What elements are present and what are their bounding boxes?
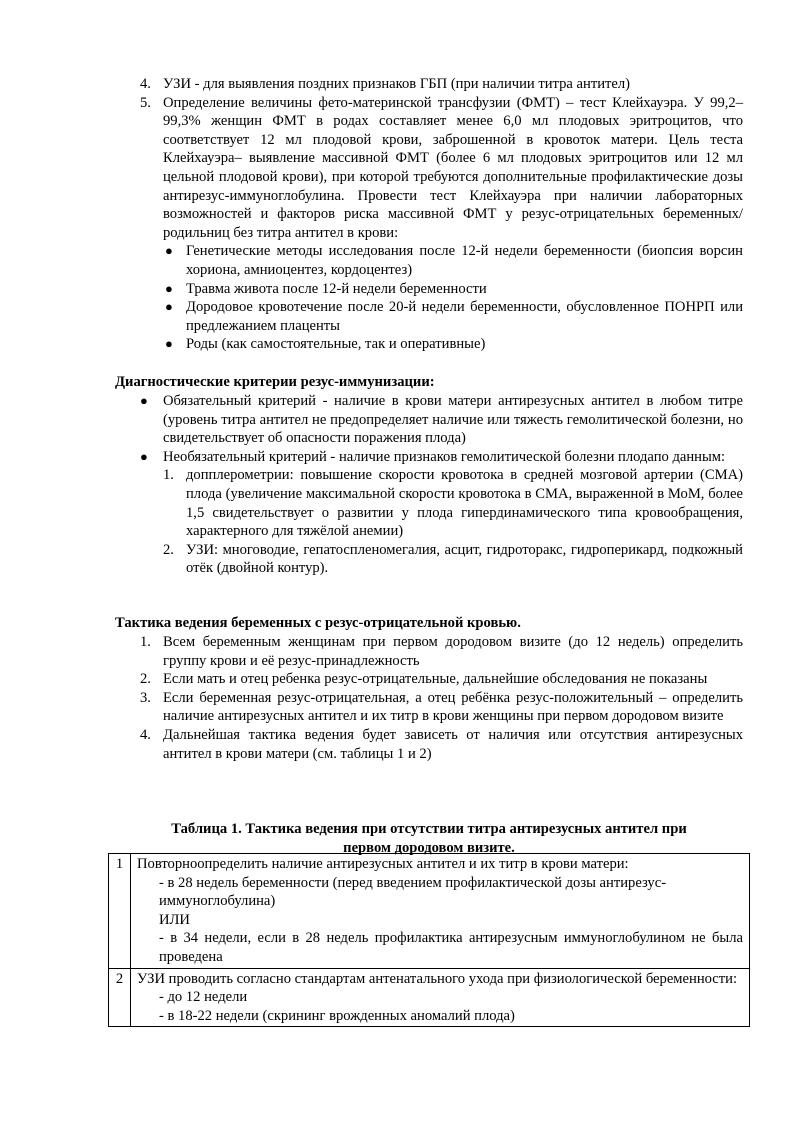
bullet-icon: ● [165,299,173,315]
criteria-list [138,392,743,578]
bullet-item [163,298,743,335]
criteria-sub-list [163,466,743,578]
list-item [140,726,743,763]
ordered-list-continued [140,75,743,354]
row-text: УЗИ проводить согласно стандартам антенатального ухода при физиологической беременности: [137,970,738,987]
list-item [140,94,743,354]
list-item-text: Всем беременным женщинам при первом дородовом визите (до 12 недель) определить группу крови и её резус-принадлежность [163,634,743,669]
list-item [163,466,743,540]
table-caption [108,820,750,857]
bullet-icon: ● [165,243,173,259]
bullet-text: Обязательный критерий - наличие в крови матери антирезусных антител в любом титре (уровень титра антител не предопределяет наличие или тяжесть гемолитической болезни, но свидетельствует об опасности поражения плода) [163,393,743,447]
section-heading-diagnostic-criteria: Диагностические критерии резус-иммунизации: [115,374,435,390]
management-table [108,853,750,1027]
list-item-text: Если мать и отец ребенка резус-отрицательные, дальнейшие обследования не показаны [163,671,708,688]
bullet-item-optional [138,448,743,467]
list-number: 4. [140,76,151,92]
table-caption-line: первом дородовом визите. [343,839,515,856]
row-content [131,968,750,1027]
list-item-text: Определение величины фето-материнской трансфузии (ФМТ) – тест Клейхауэра. У 99,2–99,3% женщин ФМТ в родах составляет менее 6,0 мл плодовых эритроцитов, что соответствует 12 мл плодовой крови, заброшенной в кровоток матери. Цель теста Клейхауэра– выявление массивной ФМТ (более 6 мл плодовых эритроцитов или 12 мл цельной плодовой крови), при которой требуются дополнительные профилактические дозы антирезус-иммуноглобулина. Провести тест Клейхауэра при наличии лабораторных возможностей и факторов риска массивной ФМТ у резус-отрицательных беременных/родильниц без титра антител в крови: [163,94,743,241]
list-number: 1. [163,467,174,484]
table-row [109,968,750,1027]
bullet-text: Генетические методы исследования после 12-й недели беременности (биопсия ворсин хориона, амниоцентез, кордоцентез) [186,243,743,278]
row-number: 2 [109,968,131,1027]
row-number: 1 [109,854,131,969]
list-item-text: Дальнейшая тактика ведения будет зависеть от наличия или отсутствия антирезусных антител в крови матери (см. таблицы 1 и 2) [163,726,743,762]
row-content [131,854,750,969]
bullet-text: Необязательный критерий - наличие признаков гемолитической болезни плодапо данным: [163,448,726,465]
row-item: - в 28 недель беременности (перед введением профилактической дозы антирезус-иммуноглобулина) [159,874,667,910]
bullet-text: Дородовое кровотечение после 20-й недели беременности, обусловленное ПОНРП или предлежанием плаценты [186,299,743,334]
list-number: 2. [140,671,151,688]
list-number: 5. [140,94,151,111]
bullet-text: Травма живота после 12-й недели беременности [186,280,487,297]
section-heading-tactics: Тактика ведения беременных с резус-отрицательной кровью. [115,615,521,631]
list-item-text: УЗИ: многоводие, гепатоспленомегалия, асцит, гидроторакс, гидроперикард, подкожный отёк (двойной контур). [186,541,743,577]
list-number: 3. [140,689,151,706]
row-item: - в 34 недели, если в 28 недель профилактика антирезусным иммуноглобулином не была проведена [159,930,743,965]
list-item [140,75,743,94]
bullet-item-mandatory [138,392,743,448]
list-item-text: Если беременная резус-отрицательная, а отец ребёнка резус-положительный – определить наличие антирезусных антител и их титр в крови женщины при первом дородовом визите [163,689,743,725]
list-item [163,541,743,578]
list-item [140,689,743,726]
bullet-icon: ● [140,448,148,464]
bullet-item [163,335,743,354]
list-item-text: допплерометрии: повышение скорости кровотока в средней мозговой артерии (СМА) плода (увеличение максимальной скорости кровотока в СМА, выраженной в МоМ, более 1,5 свидетельствует о развитии у плода гипердинамического типа кровообращения, характерного для тяжёлой анемии) [186,467,743,540]
table-row [109,854,750,969]
row-item: - до 12 недели [159,989,248,1006]
bullet-icon: ● [165,280,173,296]
list-item-text: УЗИ - для выявления поздних признаков ГБП (при наличии титра антител) [163,76,630,92]
table-caption-line: Таблица 1. Тактика ведения при отсутствии титра антирезусных антител при [171,821,687,837]
bullet-text: Роды (как самостоятельные, так и оперативные) [186,336,486,353]
list-number: 4. [140,726,151,743]
list-item [140,670,743,689]
row-item: ИЛИ [159,911,190,928]
bullet-item [163,280,743,299]
row-text: Повторноопределить наличие антирезусных антител и их титр в крови матери: [137,856,629,872]
tactics-list [140,633,743,763]
list-number: 1. [140,634,151,650]
bullet-icon: ● [165,336,173,352]
risk-factor-bullets [163,242,743,354]
list-number: 2. [163,541,174,558]
list-item [140,633,743,670]
bullet-icon: ● [140,393,148,408]
row-item: - в 18-22 недели (скрининг врожденных аномалий плода) [159,1007,515,1024]
bullet-item [163,242,743,279]
